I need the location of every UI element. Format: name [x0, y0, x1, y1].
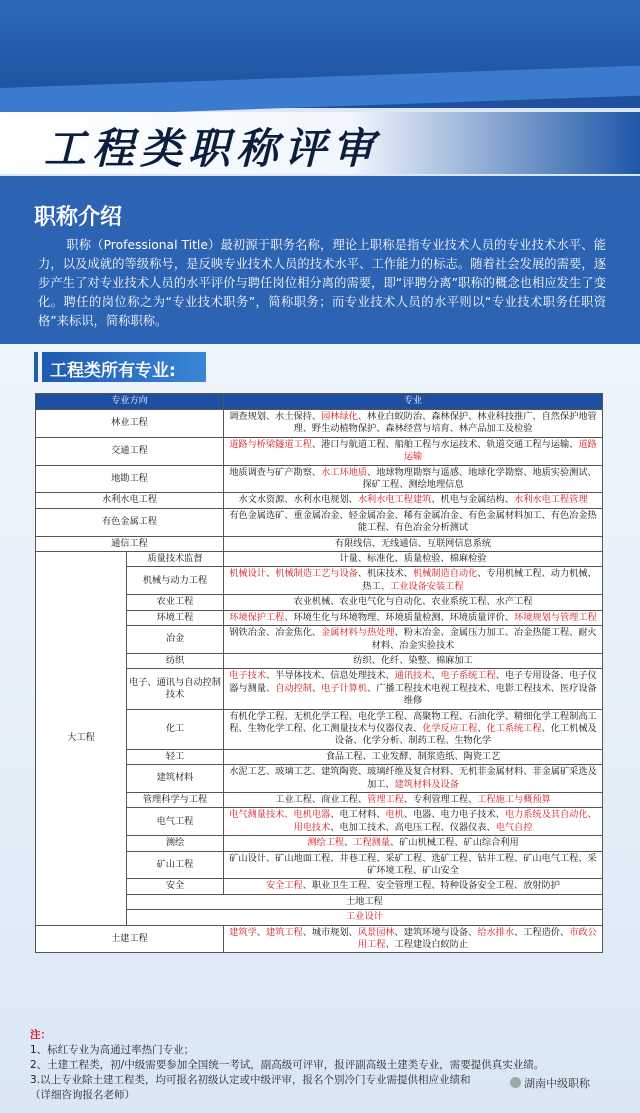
major-text: 纺织、化纤、染整、棉麻加工 [353, 654, 473, 666]
hot-major: 风景园林 [357, 926, 395, 938]
major-cell [224, 765, 603, 793]
major-text: 工业工程、商业工程、 [275, 793, 368, 805]
major-text: 、 [266, 568, 276, 580]
major-cell [127, 894, 603, 909]
direction-cell: 水利水电工程 [36, 493, 224, 508]
major-text: 、林业白蚁防治、森林保护、林业科技推广、自然保护地管理、野生动植物保护、森林经营与培育、林产品加工及检验 [293, 411, 597, 435]
major-cell [224, 410, 603, 438]
table-row [36, 410, 603, 438]
major-text: 、专利管理工程、 [403, 793, 478, 805]
hot-major: 化学反应工程 [422, 722, 478, 734]
major-text: 水文水资源、水利水电规划、 [238, 494, 358, 506]
major-cell [224, 552, 603, 567]
major-text: 、 [344, 837, 354, 849]
major-text: 水泥工艺、玻璃工艺、建筑陶瓷、玻璃纤维及复合材料、无机非金属材料、非金属矿采选及加工、 [229, 766, 597, 790]
major-cell [224, 709, 603, 749]
direction-cell: 土建工程 [36, 925, 224, 953]
sub-direction-cell: 农业工程 [127, 595, 224, 610]
table-header-row [36, 394, 603, 410]
major-text: 、专用机械工程、动力机械、热工、 [362, 568, 597, 592]
sub-direction-cell: 化工 [127, 709, 224, 749]
major-cell [224, 465, 603, 493]
hot-major: 电气测量技术、电机电器 [229, 809, 331, 821]
table-row [36, 508, 603, 536]
major-text: 计量、标准化、质量检验、棉麻检验 [339, 553, 487, 565]
hot-major: 工程施工与概预算 [477, 793, 551, 805]
direction-cell: 有色金属工程 [36, 508, 224, 536]
note-line: 1、标红专业为高通过率热门专业； [30, 1044, 195, 1056]
major-text: 有限线信、无线通信、互联网信息系统 [334, 537, 492, 549]
note-line: 2、土建工程类，初/中级需要参加全国统一考试，副高级可评审，报评副高级土建类专业，需要提供真实业绩。 [30, 1059, 545, 1071]
major-text: 钢铁冶金、冶金焦化、 [229, 627, 322, 639]
major-text: 、机电与金属结构、 [431, 494, 515, 506]
major-cell [224, 508, 603, 536]
major-text: 、港口与航道工程、船舶工程与水运技术、轨道交通工程与运输、 [311, 438, 579, 450]
intro-panel [0, 176, 640, 344]
major-text: 、电工材料、 [330, 809, 386, 821]
notes-label: 注： [30, 1029, 51, 1041]
hot-major: 通讯技术 [394, 670, 432, 682]
header-direction: 专业方向 [36, 394, 224, 410]
major-text: 、电器、电力电子技术、 [403, 809, 505, 821]
notes [30, 1028, 630, 1103]
major-cell [224, 595, 603, 610]
sub-direction-cell: 建筑材料 [127, 765, 224, 793]
major-text: 、半导体技术、信息处理技术、 [266, 670, 395, 682]
major-text: 、广播工程技术电视工程技术、电影工程技术、医疗设备维修 [367, 682, 597, 707]
page-title: 工程类职称评审 [44, 124, 381, 173]
major-text: 、工程建设白蚁防止 [385, 939, 469, 951]
major-text: 有机化学工程、无机化学工程、电化学工程、高聚物工程、石油化学、精细化学工程制高工程、生物化学工程、化工测量技术与仪器仪表、 [229, 710, 597, 734]
hot-major: 电子计算机 [321, 682, 368, 694]
hot-major: 自动控制 [275, 682, 312, 694]
major-cell [224, 836, 603, 851]
hot-major: 机械制造工艺与设备 [275, 568, 358, 580]
major-text: 、建筑环境与设备、 [394, 926, 478, 938]
major-text: 有色金属选矿、重金属冶金、轻金属冶金、稀有金属冶金、有色金属材料加工、有色冶金热能工程、有色冶金分析测试 [229, 509, 597, 534]
hot-major: 建筑材料及设备 [394, 778, 459, 790]
sub-direction-cell: 电气工程 [127, 808, 224, 836]
direction-cell: 交通工程 [36, 437, 224, 465]
hot-major: 化工系统工程 [486, 722, 542, 734]
table-row [36, 437, 603, 465]
table-row [36, 465, 603, 493]
hot-major: 电气自控 [495, 821, 533, 833]
major-cell [224, 437, 603, 465]
major-text: 、电加工技术、高电压工程、仪器仪表、 [330, 821, 496, 833]
major-text: 、机床技术、 [357, 568, 413, 580]
major-cell [224, 567, 603, 595]
major-cell [224, 536, 603, 551]
hot-major: 机械设计 [229, 568, 266, 580]
major-text: 、电子专用设备、电子仪器与测量、 [229, 670, 597, 694]
sub-direction-cell: 纺织 [127, 653, 224, 668]
major-text: 、工程造价、 [514, 926, 570, 938]
section-header [42, 352, 206, 382]
major-text: 、 [311, 682, 322, 694]
major-cell [224, 626, 603, 654]
major-text: 地质调查与矿产勘察、 [229, 466, 322, 478]
major-text: 、城市规划、 [302, 926, 358, 938]
hot-major: 园林绿化 [321, 411, 358, 422]
major-cell [224, 851, 603, 879]
hot-major: 水工环地质 [321, 466, 368, 478]
sub-direction-cell: 电子、通讯与自动控制技术 [127, 669, 224, 709]
hot-major: 水利水电工程建筑 [357, 494, 432, 506]
hot-major: 市政公用工程 [357, 926, 597, 951]
hot-major: 环境保护工程 [229, 611, 285, 623]
major-text: 调查规划、水土保持、 [229, 411, 322, 422]
intro-heading: 职称介绍 [34, 205, 123, 230]
title-bar [0, 112, 640, 174]
hot-major: 道路运输 [403, 438, 597, 463]
note-line: 3.以上专业除土建工程类，均可报名初级认定或中级评审，报名个别冷门专业需提供相应业绩和 [30, 1074, 471, 1086]
sub-direction-cell: 质量技术监督 [127, 552, 224, 567]
table-row [36, 925, 603, 953]
major-cell [224, 808, 603, 836]
major-text: 、地球物理勘察与遥感、地球化学勘察、地质实验测试、探矿工程、测绘地理信息 [362, 466, 597, 491]
major-cell [224, 749, 603, 764]
direction-cell: 通信工程 [36, 536, 224, 551]
major-cell [224, 925, 603, 953]
direction-cell: 地勘工程 [36, 465, 224, 493]
watermark-text: 湖南中级职称 [524, 1077, 590, 1090]
hot-major: 电机 [385, 809, 404, 821]
major-text: 土地工程 [346, 895, 383, 907]
hot-major: 金属材料与热处理 [321, 627, 395, 639]
hot-major: 测绘工程 [307, 837, 345, 849]
hot-major: 用电技术 [293, 821, 331, 833]
watermark [510, 1075, 590, 1091]
hot-major: 道路与桥梁隧道工程 [229, 438, 312, 450]
hot-major: 给水排水 [477, 926, 515, 938]
table-row [36, 536, 603, 551]
table-row [36, 552, 603, 567]
major-cell [224, 879, 603, 894]
hot-major: 安全工程 [266, 880, 303, 892]
hot-major: 机械制造自动化 [413, 568, 478, 580]
intro-text: 职称（Professional Title）最初源于职务名称，理论上职称是指专业技术人员的专业技术水平、能力，以及成就的等级称号，是反映专业技术人员的技术水平、工作能力的标志。随着社会发展的需要，逐步产生了对专业技术人员的水平评价与聘任岗位相分离的需要，即“评聘分离”职称的概念也相应发生了变化。聘任的岗位称之为“专业技术职务”，简称职务；而专业技术人员的水平则以“专业技术职务任职资格”来标识，简称职称。 [38, 238, 606, 328]
note-line: （详细咨询报名老师） [30, 1089, 135, 1101]
major-cell [127, 910, 603, 925]
hot-major: 水利水电工程管理 [514, 494, 588, 506]
hot-major: 电力系统及其自动化 [504, 809, 588, 821]
section-title: 工程类所有专业: [50, 361, 176, 381]
sub-direction-cell: 冶金 [127, 626, 224, 654]
major-cell [224, 669, 603, 709]
major-cell [224, 493, 603, 508]
major-text: 、粉末冶金、金属压力加工、冶金热能工程、耐火材料、冶金实验技术 [371, 627, 597, 651]
direction-cell: 林业工程 [36, 410, 224, 438]
header-major: 专业 [224, 394, 603, 410]
table-row [36, 493, 603, 508]
sub-direction-cell: 安全 [127, 879, 224, 894]
major-text: 、化工机械及设备、化学分析、制药工程、生物化学 [334, 722, 597, 747]
hot-major: 建筑工程 [266, 926, 303, 938]
major-text: 、环境生化与环境物理、环境质量检测、环境质量评价、 [284, 611, 515, 623]
sub-direction-cell: 矿山工程 [127, 851, 224, 879]
hot-major: 工业设计 [346, 911, 383, 923]
major-text: 、职业卫生工程、安全管理工程、特种设备安全工程、放射防护 [302, 880, 560, 892]
big-group-cell: 大工程 [36, 552, 127, 926]
major-text: 、 [256, 926, 266, 938]
sub-direction-cell: 测绘 [127, 836, 224, 851]
hot-major: 电子技术 [229, 670, 266, 682]
hot-major: 管理工程 [367, 793, 404, 805]
sub-direction-cell: 环境工程 [127, 610, 224, 625]
major-cell [224, 653, 603, 668]
sub-direction-cell: 轻工 [127, 749, 224, 764]
sub-direction-cell: 机械与动力工程 [127, 567, 224, 595]
wechat-icon [510, 1077, 521, 1088]
sub-direction-cell: 管理科学与工程 [127, 792, 224, 807]
hot-major: 工程测量 [353, 837, 391, 849]
major-text: 、矿山机械工程、矿山综合利用 [390, 837, 519, 849]
major-text: 、 [431, 670, 441, 682]
hot-major: 电子系统工程 [440, 670, 496, 682]
major-cell [224, 792, 603, 807]
majors-table [35, 393, 603, 953]
hot-major: 建筑学 [229, 926, 257, 938]
hot-major: 工业设备安装工程 [390, 580, 464, 592]
major-text: 食品工程、工业发酵、制浆造纸、陶瓷工艺 [325, 750, 501, 762]
major-text: 、 [477, 722, 487, 734]
major-text: 农业机械、农业电气化与自动化、农业系统工程、水产工程 [293, 596, 533, 608]
major-text: 矿山设计、矿山地面工程、井巷工程、采矿工程、选矿工程、钻井工程、矿山电气工程、采矿环境工程、矿山安全 [229, 852, 597, 876]
hot-major: 环境规划与管理工程 [514, 611, 597, 623]
major-cell [224, 610, 603, 625]
major-text: 、 [587, 809, 597, 821]
